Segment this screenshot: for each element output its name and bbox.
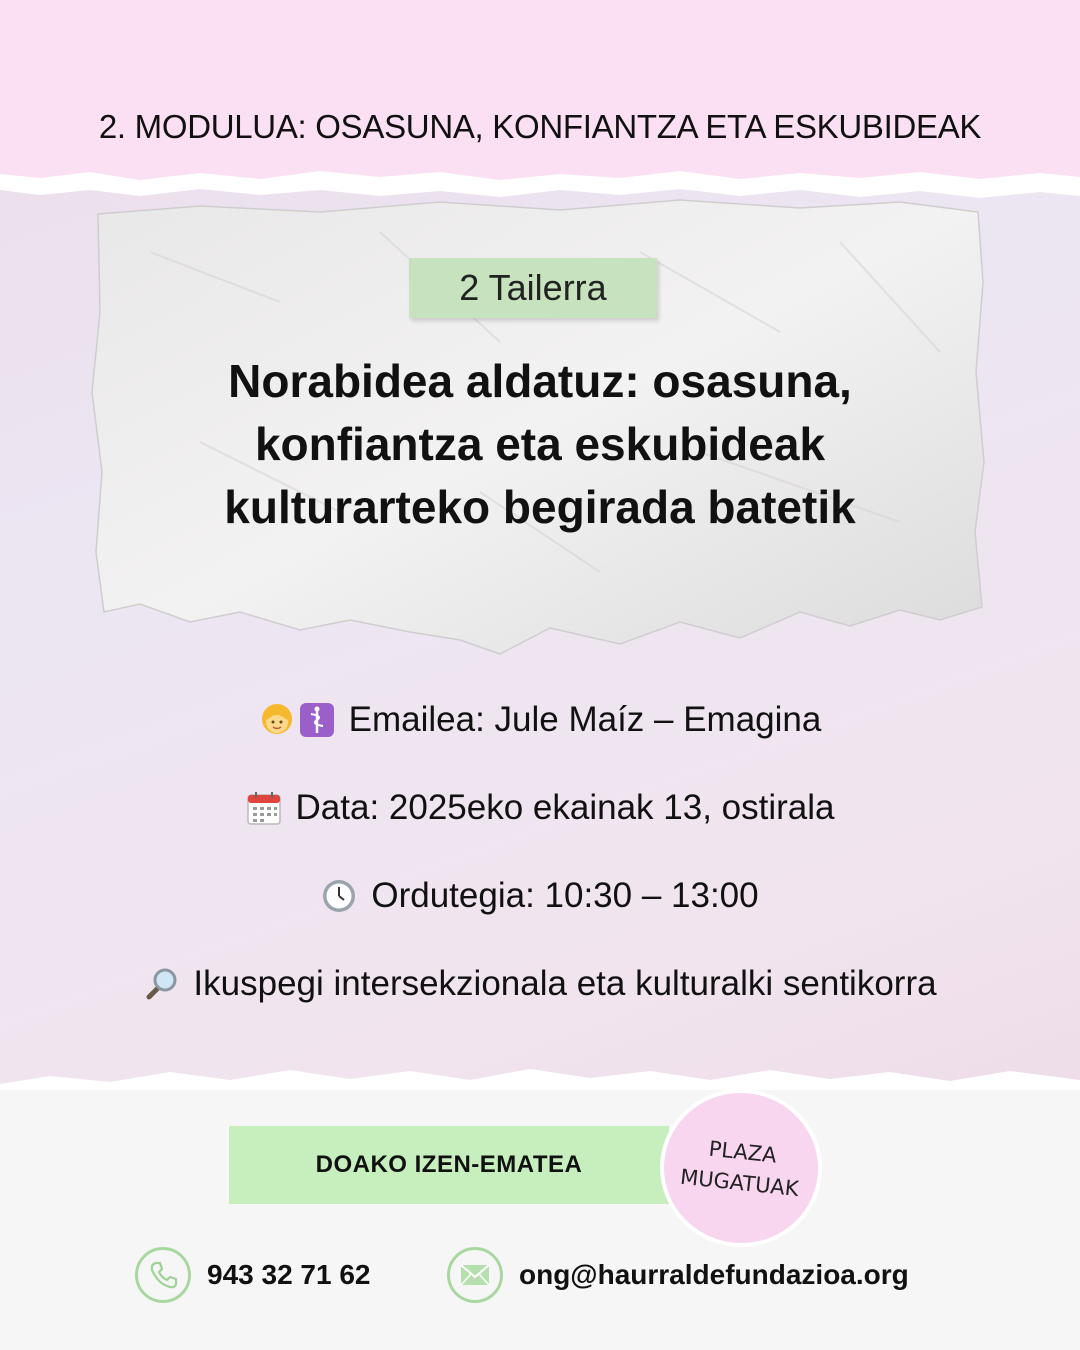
- approach-text: Ikuspegi intersekzionala eta kulturalki sentikorra: [193, 964, 937, 1003]
- envelope-icon: [447, 1247, 503, 1303]
- phone-contact[interactable]: [135, 1244, 371, 1306]
- calendar-icon: [246, 790, 282, 826]
- speaker-line: [0, 697, 1080, 743]
- phone-number[interactable]: 943 32 71 62: [207, 1259, 371, 1290]
- time-text: Ordutegia: 10:30 – 13:00: [371, 876, 759, 915]
- workshop-title-line-1: Norabidea aldatuz: osasuna,: [228, 355, 852, 407]
- medical-symbol-icon: [299, 702, 335, 738]
- date-line: [0, 785, 1080, 831]
- module-title: 2. MODULUA: OSASUNA, KONFIANTZA ETA ESKUBIDEAK: [98, 108, 982, 145]
- approach-line: [0, 961, 1080, 1007]
- limited-places-line-2: MUGATUAK: [679, 1164, 800, 1202]
- workshop-title-line-3: kulturarteko begirada batetik: [224, 481, 856, 533]
- workshop-title: [110, 350, 970, 539]
- email-address[interactable]: ong@haurraldefundazioa.org: [519, 1259, 909, 1290]
- email-contact[interactable]: [447, 1244, 909, 1306]
- workshop-tag: 2 Tailerra: [409, 258, 657, 318]
- workshop-title-line-2: konfiantza eta eskubideak: [254, 418, 826, 470]
- register-button[interactable]: DOAKO IZEN-EMATEA: [229, 1126, 669, 1204]
- woman-icon: [259, 702, 295, 738]
- magnifier-icon: [143, 966, 179, 1002]
- phone-icon: [135, 1247, 191, 1303]
- clock-icon: [321, 878, 357, 914]
- time-line: [0, 873, 1080, 919]
- limited-places-line-1: PLAZA: [707, 1136, 778, 1168]
- date-text: Data: 2025eko ekainak 13, ostirala: [295, 788, 835, 827]
- speaker-text: Emailea: Jule Maíz – Emagina: [348, 700, 822, 739]
